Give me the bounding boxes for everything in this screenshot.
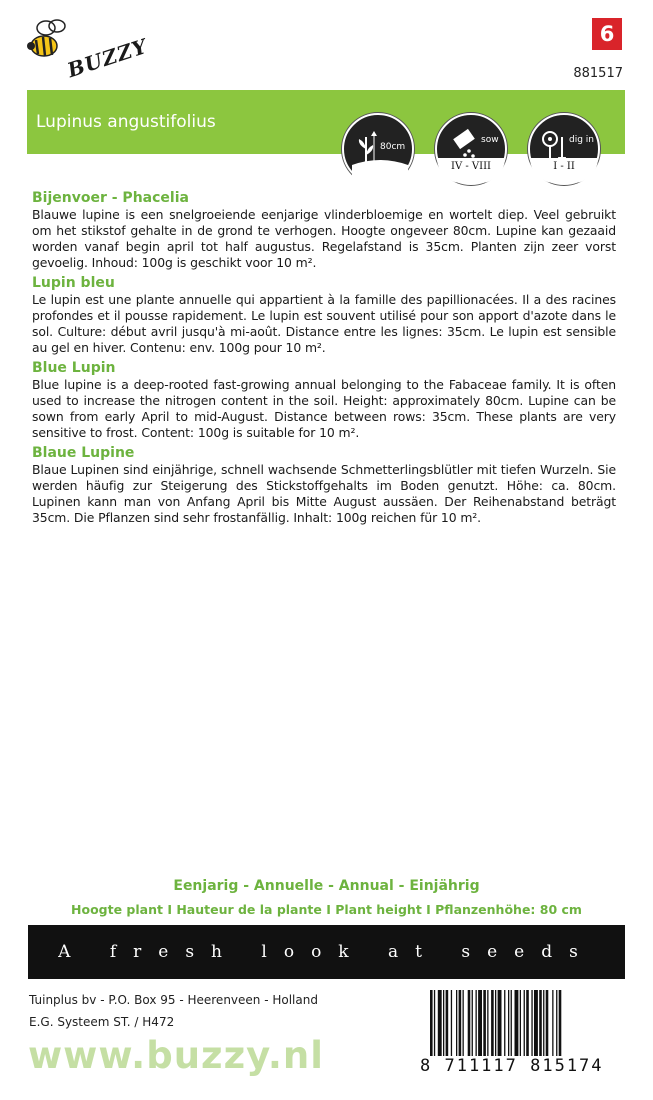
dig-in-period: I - II	[530, 158, 598, 183]
section-french	[32, 275, 616, 356]
sow-icon	[435, 113, 507, 185]
height-icon	[342, 113, 414, 185]
certification-text: E.G. Systeem ST. / H472	[29, 1015, 175, 1029]
logo-text: BUZZY	[64, 33, 151, 83]
height-label: 80cm	[380, 142, 406, 152]
section-title: Blue Lupin	[32, 360, 116, 376]
plant-height-label: Hoogte plant I Hauteur de la plante I Plant height I Pflanzenhöhe: 80 cm	[71, 902, 582, 917]
section-text: Le lupin est une plante annuelle qui appartient à la famille des papillionacées. Il a des racines profondes et il pousse rapidement. Le lupin est souvent utilisé pour son apport d'azote dans le sol. Culture: début avril jusqu'à mi-août. Distance entre les lignes: 35cm. Le lupin est sensible au gel en hiver. Contenu: env. 100g pour 10 m².	[32, 292, 616, 355]
sow-label: sow	[481, 135, 499, 145]
section-title: Bijenvoer - Phacelia	[32, 190, 189, 206]
sow-period: IV - VIII	[437, 158, 505, 183]
article-number: 881517	[573, 66, 623, 81]
section-text: Blaue Lupinen sind einjährige, schnell wachsende Schmetterlingsblütler mit tiefen Wurzeln. Sie werden häufig zur Steigerung des Stickstoffgehalts im Boden genutzt. Höhe: ca. 80cm. Lupinen kann man von Anfang April bis Mitte August aussäen. Der Reihenabstand beträgt 35cm. Die Pflanzen sind sehr frostanfällig. Inhalt: 100g reichen für 10 m².	[32, 462, 616, 525]
description-content	[32, 190, 616, 530]
section-title: Blaue Lupine	[32, 445, 135, 461]
company-address: Tuinplus bv - P.O. Box 95 - Heerenveen - Holland	[29, 993, 318, 1007]
buzzy-logo	[26, 16, 151, 83]
dig-in-label: dig in	[569, 135, 594, 145]
annual-label: Eenjarig - Annuelle - Annual - Einjährig	[173, 878, 480, 894]
section-dutch	[32, 190, 616, 271]
website-link[interactable]: www.buzzy.nl	[28, 1034, 324, 1077]
category-badge: 6	[592, 18, 622, 50]
slogan-bar: A fresh look at seeds	[28, 925, 625, 979]
dig-in-icon	[528, 113, 600, 185]
species-title: Lupinus angustifolius	[36, 112, 216, 132]
section-text: Blauwe lupine is een snelgroeiende eenjarige vlinderbloemige en wortelt diep. Veel gebruikt om het stikstof gehalte in de grond te verhogen. Hoogte ongeveer 80cm. Lupine kan gezaaid worden vanaf begin april tot half augustus. Regelafstand is 35cm. Planten zijn zeer vorst gevoelig. Inhoud: 100g is geschikt voor 10 m².	[32, 207, 616, 270]
section-title: Lupin bleu	[32, 275, 115, 291]
barcode-number: 8 711117 815174	[420, 1056, 620, 1076]
section-text: Blue lupine is a deep-rooted fast-growing annual belonging to the Fabaceae family. It is often used to increase the nitrogen content in the soil. Height: approximately 80cm. Lupine can be sown from early April to mid-August. Distance between rows: 35cm. These plants are very sensitive to frost. Content: 100g is suitable for 10 m².	[32, 377, 616, 440]
section-english	[32, 360, 616, 441]
section-german	[32, 445, 616, 526]
